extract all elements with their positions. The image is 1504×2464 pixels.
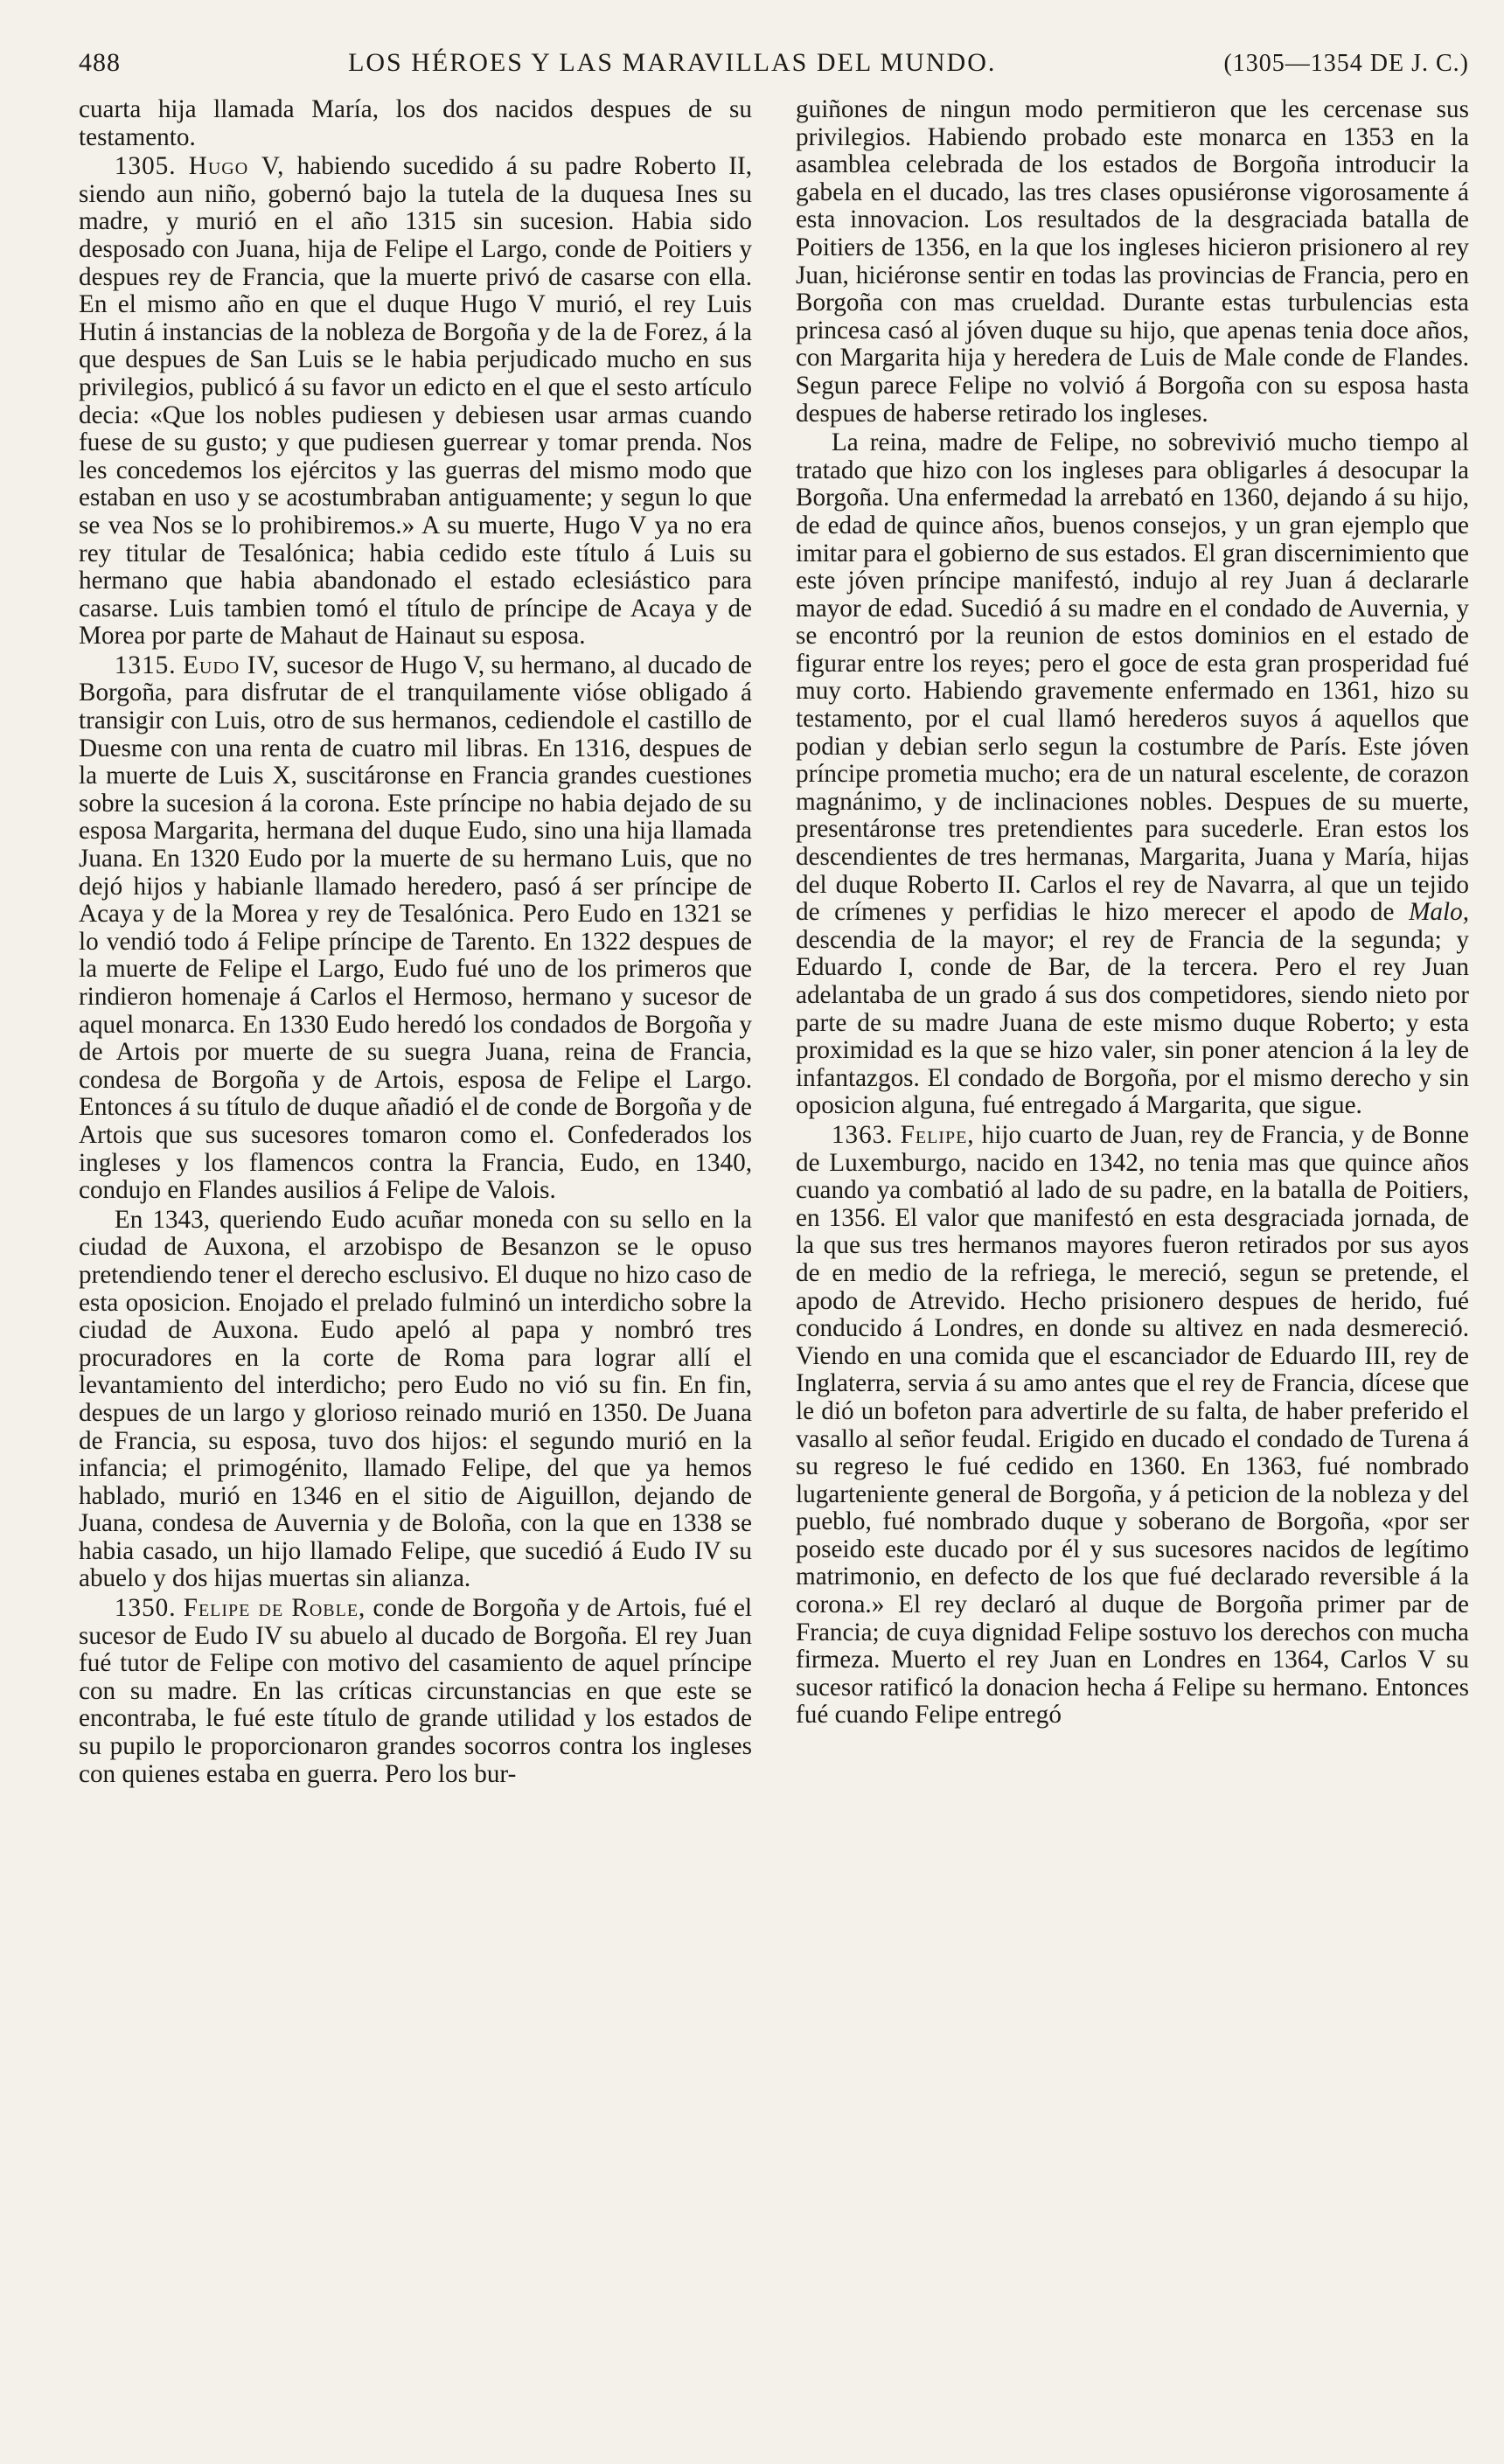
text-columns [79,96,1469,1788]
page-number: 488 [79,48,121,77]
paragraph [79,652,752,1205]
paragraph: cuarta hija llamada María, los dos nacidos despues de su testamento. [79,95,752,151]
right-column [796,96,1469,1788]
paragraph: guiñones de ningun modo permitieron que les cercenase sus privilegios. Habiendo probado este monarca en 1353 en la asamblea celebrada de los estados de Borgoña introducir la gabela en el ducado, las tres clases opusiéronse vigorosamente á esta innovacion. Los resultados de la desgraciada batalla de Poitiers de 1356, en la que los ingleses hicieron prisionero al rey Juan, hiciéronse sentir en todas las provincias de Francia, pero en Borgoña con mas crueldad. Durante estas turbulencias esta princesa casó al jóven duque su hijo, que apenas tenia doce años, con Margarita hija y heredera de Luis de Male conde de Flandes. Segun parece Felipe no volvió á Borgoña con su esposa hasta despues de haberse retirado los ingleses. [796,95,1469,428]
paragraph [796,429,1469,1120]
running-title: LOS HÉROES Y LAS MARAVILLAS DEL MUNDO. [348,48,997,77]
entry-year: 1350. [114,1594,177,1623]
paragraph [796,1122,1469,1730]
entry-name: Hugo V, [188,152,285,181]
paragraph [79,1595,752,1788]
paragraph-text: descendia de la mayor; el rey de Francia de la segunda; y Eduardo I, conde de Bar, de la tercera. Pero el rey Juan adelantaba de un grado á sus dos competidores, siendo nieto por parte de su madre Juana de este mismo duque Roberto; y esta proximidad es la que se hizo valer, sin poner atencion á la ley de infantazgos. El condado de Borgoña, por el mismo derecho y sin oposicion alguna, fué entregado á Margarita, que sigue. [796,925,1469,1120]
entry-text: hijo cuarto de Juan, rey de Francia, y de Bonne de Luxemburgo, nacido en 1342, no tenia mas que quince años cuando ya combatió al lado de su padre, en la batalla de Poitiers, en 1356. El valor que manifestó en esta desgraciada jornada, de la que sus tres hermanos mayores fueron retirados por sus ayos de en medio de la refriega, le mereció, segun se pretende, el apodo de Atrevido. Hecho prisionero despues de herido, fué conducido á Londres, en donde su altivez en nada desmereció. Viendo en una comida que el escanciador de Eduardo III, rey de Inglaterra, servia á su amo antes que el rey de Francia, dícese que le dió un bofeton para advertirle de su falta, de haber preferido el vasallo al señor feudal. Erigido en ducado el condado de Turena á su regreso le fué cedido en 1360. En 1363, fué nombrado lugarteniente general de Borgoña, y á peticion de la nobleza y del pueblo, fué nombrado duque y soberano de Borgoña, «por ser poseido este ducado por él y sus sucesores nacidos de legítimo matrimonio, en defecto de los que fué declarado reversible á la corona.» El rey declaró al duque de Borgoña primer par de Francia; de cuya dignidad Felipe sostuvo los derechos con mucha firmeza. Muerto el rey Juan en Londres en 1364, Carlos V su sucesor ratificó la donacion hecha á Felipe su hermano. Entonces fué cuando Felipe entregó [796,1120,1469,1730]
entry-year: 1363. [831,1120,894,1149]
italic-nickname: Malo, [1409,898,1469,927]
paragraph: En 1343, queriendo Eudo acuñar moneda con su sello en la ciudad de Auxona, el arzobispo de Besanzon se le opuso pretendiendo tener el derecho esclusivo. El duque no hizo caso de esta oposicion. Enojado el prelado fulminó un interdicho sobre la ciudad de Auxona. Eudo apeló al papa y nombró tres procuradores en la corte de Roma para lograr allí el levantamiento del interdicho; pero Eudo no vió su fin. En fin, despues de un largo y glorioso reinado murió en 1350. De Juana de Francia, su esposa, tuvo dos hijos: el segundo murió en la infancia; el primogénito, llamado Felipe, del que ya hemos hablado, murió en 1346 en el sitio de Aiguillon, dejando de Juana, condesa de Auvernia y de Boloña, con la que en 1338 se habia casado, un hijo llamado Felipe, que sucedió á Eudo IV su abuelo y dos hijas muertas sin alianza. [79,1205,752,1593]
running-header [79,48,1469,92]
entry-year: 1315. [114,651,177,679]
left-column [79,96,752,1788]
book-page [79,48,1469,2444]
entry-year: 1305. [114,152,177,181]
entry-name: Eudo IV, [183,651,281,679]
paragraph [79,153,752,651]
entry-name: Felipe de Roble, [183,1594,366,1623]
paragraph-text: La reina, madre de Felipe, no sobrevivió mucho tiempo al tratado que hizo con los ingleses para obligarles á desocupar la Borgoña. Una enfermedad la arrebató en 1360, dejando á su hijo, de edad de quince años, buenos consejos, y un gran ejemplo que imitar para el gobierno de sus estados. El gran discernimiento que este jóven príncipe manifestó, indujo al rey Juan á declararle mayor de edad. Sucedió á su madre en el condado de Auvernia, y se encontró por la reunion de estos dominios en el estado de figurar entre los reyes; pero el goce de esta gran prosperidad fué muy corto. Habiendo gravemente enfermado en 1361, hizo su testamento, por el cual llamó herederos suyos á aquellos que podian y debian serlo segun la costumbre de París. Este jóven príncipe prometia mucho; era de un natural escelente, de corazon magnánimo, y de inclinaciones nobles. Despues de su muerte, presentáronse tres pretendientes para sucederle. Eran estos los descendientes de tres hermanas, Margarita, Juana y María, hijas del duque Roberto II. Carlos el rey de Navarra, al que un tejido de crímenes y perfidias le hizo merecer el apodo de [796,428,1469,927]
date-range: (1305—1354 DE J. C.) [1223,50,1469,77]
entry-text: conde de Borgoña y de Artois, fué el sucesor de Eudo IV su abuelo al ducado de Borgoña. El rey Juan fué tutor de Felipe con motivo del casamiento de aquel príncipe con su madre. En las críticas circunstancias en que este se encontraba, le fué este título de grande utilidad y los estados de su pupilo le proporcionaron grandes socorros contra los ingleses con quienes estaba en guerra. Pero los bur- [79,1594,753,1788]
entry-name: Felipe, [900,1120,975,1149]
entry-text: habiendo sucedido á su padre Roberto II, siendo aun niño, gobernó bajo la tutela de la duquesa Ines su madre, y murió en el año 1315 sin sucesion. Habia sido desposado con Juana, hija de Felipe el Largo, conde de Poitiers y despues rey de Francia, que la muerte privó de casarse con ella. En el mismo año en que el duque Hugo V murió, el rey Luis Hutin á instancias de la nobleza de Borgoña y de la de Forez, á la que despues de San Luis se le habia perjudicado mucho en sus privilegios, publicó á su favor un edicto en el que el sesto artículo decia: «Que los nobles pudiesen y debiesen usar armas cuando fuese de su gusto; y que pudiesen guerrear y tomar prenda. Nos les concedemos los ejércitos y las guerras del mismo modo que estaban en uso y se acostumbraban antiguamente; y segun lo que se vea Nos se lo prohibiremos.» A su muerte, Hugo V ya no era rey titular de Tesalónica; habia cedido este título á Luis su hermano que habia abandonado el estado eclesiástico para casarse. Luis tambien tomó el título de príncipe de Acaya y de Morea por parte de Mahaut de Hainaut su esposa. [79,152,753,651]
entry-text: sucesor de Hugo V, su hermano, al ducado de Borgoña, para disfrutar de el tranquilamente vióse obligado á transigir con Luis, otro de sus hermanos, cediendole el castillo de Duesme con una renta de cuatro mil libras. En 1316, despues de la muerte de Luis X, suscitáronse en Francia grandes cuestiones sobre la sucesion á la corona. Este príncipe no habia dejado de su esposa Margarita, hermana del duque Eudo, sino una hija llamada Juana. En 1320 Eudo por la muerte de su hermano Luis, que no dejó hijos y habianle llamado heredero, pasó á ser príncipe de Acaya y de la Morea y rey de Tesalónica. Pero Eudo en 1321 se lo vendió todo á Felipe príncipe de Tarento. En 1322 despues de la muerte de Felipe el Largo, Eudo fué uno de los primeros que rindieron homenaje á Carlos el Hermoso, hermano y sucesor de aquel monarca. En 1330 Eudo heredó los condados de Borgoña y de Artois por muerte de su suegra Juana, reina de Francia, condesa de Borgoña y de Artois, esposa de Felipe el Largo. Entonces á su título de duque añadió el de conde de Borgoña y de Artois que sus sucesores tomaron como el. Confederados los ingleses y los flamencos contra la Francia, Eudo, en 1340, condujo en Flandes ausilios á Felipe de Valois. [79,651,752,1205]
